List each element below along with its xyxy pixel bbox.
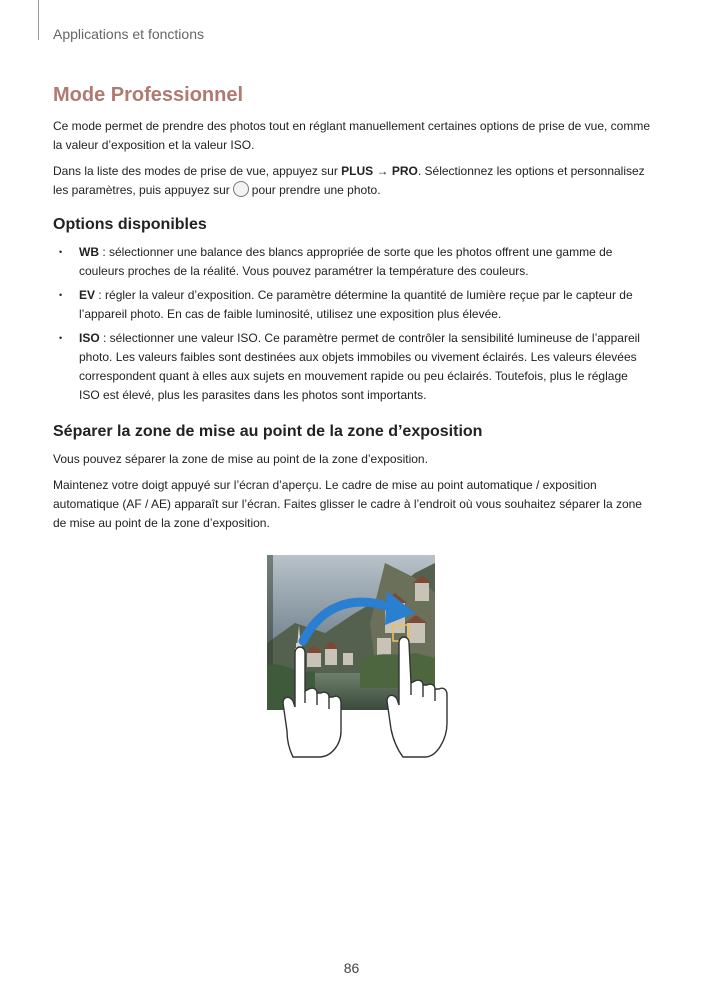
- page-title: Mode Professionnel: [53, 84, 244, 106]
- pro-label: PRO: [391, 164, 418, 178]
- option-key: WB: [79, 245, 99, 259]
- drag-focus-illustration: [265, 553, 465, 758]
- section-header: Applications et fonctions: [53, 26, 204, 42]
- intro-paragraph-1: Ce mode permet de prendre des photos tout en réglant manuellement certaines options de prise de vue, comme la valeur d’exposition et la valeur ISO.: [53, 119, 651, 152]
- option-key: ISO: [79, 331, 100, 345]
- list-item: [53, 286, 651, 324]
- header-rule: [38, 0, 39, 40]
- list-item: [53, 329, 651, 405]
- options-heading: Options disponibles: [53, 216, 207, 233]
- camera-shutter-icon: [233, 181, 249, 197]
- page-content: [53, 84, 651, 540]
- page-number: 86: [343, 960, 360, 976]
- option-text: : régler la valeur d’exposition. Ce paramètre détermine la quantité de lumière reçue par le capteur de l’appareil photo. En cas de faible luminosité, utilisez une exposition plus élevée.: [79, 288, 633, 321]
- intro-text-b: . Sélectionnez les options et personnalisez les paramètres, puis appuyez sur: [53, 164, 645, 197]
- arrow-glyph: →: [373, 164, 392, 178]
- separate-heading: Séparer la zone de mise au point de la zone d’exposition: [53, 423, 483, 440]
- list-item: [53, 243, 651, 281]
- plus-label: PLUS: [341, 164, 374, 178]
- bullet-icon: •: [59, 290, 63, 300]
- option-text: : sélectionner une balance des blancs appropriée de sorte que les photos offrent une gamme de couleurs proches de la réalité. Vous pouvez paramétrer la température des couleurs.: [79, 245, 613, 278]
- intro-paragraph-2: [53, 162, 651, 200]
- options-list: [53, 243, 651, 405]
- option-text: : sélectionner une valeur ISO. Ce paramètre permet de contrôler la sensibilité lumineuse de l’appareil photo. Les valeurs faibles sont destinées aux objets immobiles ou vivement éclairés. Les valeurs élevées correspondent quant à elles aux sujets en mouvement rapide ou peu éclairés. Toutefois, plus le réglage ISO est élevé, plus les parasites dans les photos sont importants.: [79, 331, 640, 402]
- separate-paragraph-1: Vous pouvez séparer la zone de mise au point de la zone d’exposition.: [53, 452, 428, 466]
- bullet-icon: •: [59, 333, 63, 343]
- option-key: EV: [79, 288, 96, 302]
- intro-text-a: Dans la liste des modes de prise de vue, appuyez sur: [53, 164, 342, 178]
- bullet-icon: •: [59, 247, 63, 257]
- separate-paragraph-2: Maintenez votre doigt appuyé sur l’écran d’aperçu. Le cadre de mise au point automatique / exposition automatique (AF / AE) apparaît sur l’écran. Faites glisser le cadre à l’endroit où vous souhaitez séparer la zone de mise au point de la zone d’exposition.: [53, 478, 642, 530]
- intro-text-c: pour prendre une photo.: [251, 183, 381, 197]
